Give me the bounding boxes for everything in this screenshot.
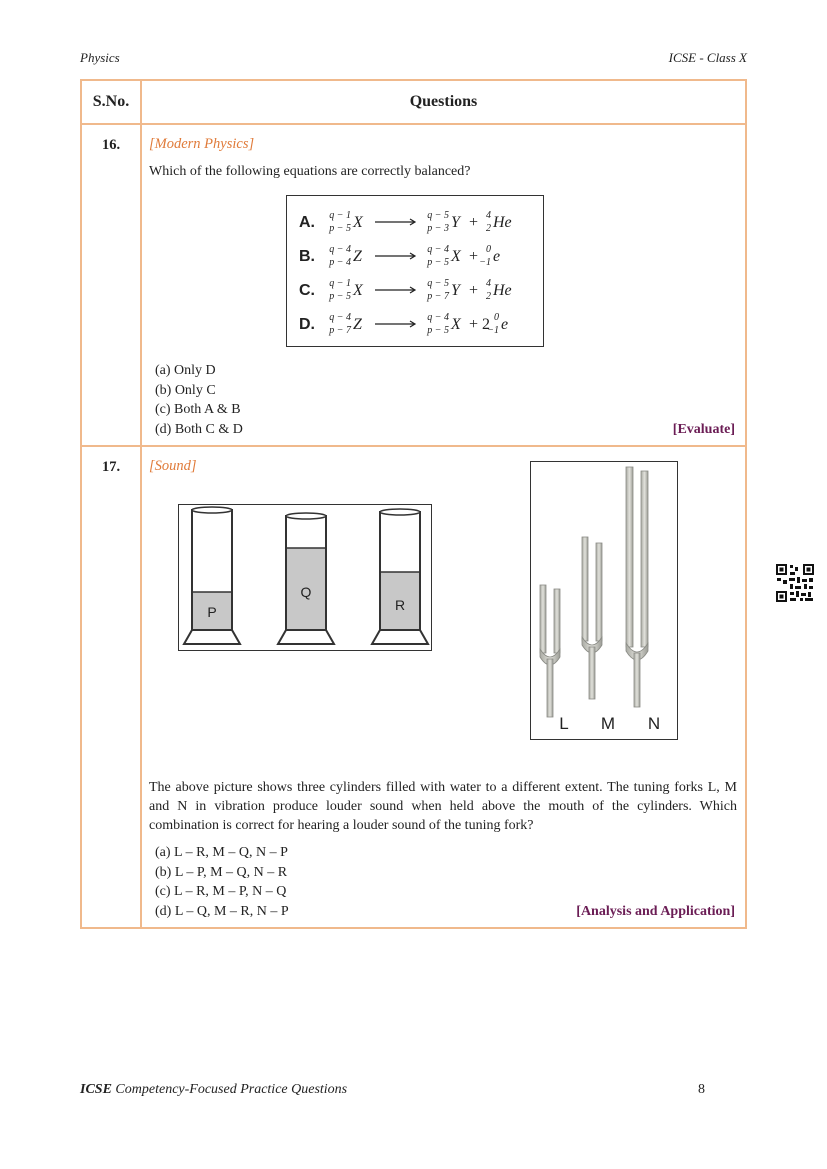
equation-subscript: 2 bbox=[486, 291, 491, 302]
equation-symbol: X bbox=[353, 282, 363, 299]
equations-figure bbox=[286, 195, 544, 347]
equation-subscript: p − 3 bbox=[427, 223, 449, 234]
reaction-arrow-icon bbox=[375, 253, 415, 259]
footer-title bbox=[80, 1082, 347, 1098]
reaction-arrow-icon bbox=[375, 321, 415, 327]
equation-symbol: X bbox=[451, 316, 461, 333]
option-a: (a) L – R, M – Q, N – P bbox=[155, 845, 288, 860]
reaction-arrow-icon bbox=[375, 287, 415, 293]
equation-subscript: p − 5 bbox=[427, 257, 449, 268]
option-a: (a) Only D bbox=[155, 363, 216, 378]
equation-plus: + bbox=[469, 282, 479, 299]
footer-subtitle: Competency-Focused Practice Questions bbox=[111, 1082, 348, 1097]
options-list bbox=[149, 843, 737, 921]
questions-header: Questions bbox=[141, 80, 746, 124]
question-number: 16. bbox=[81, 124, 141, 446]
fork-label-l: L bbox=[559, 714, 569, 733]
reaction-arrow-icon bbox=[375, 219, 415, 225]
equation-subscript: p − 5 bbox=[427, 325, 449, 336]
fork-label-m: M bbox=[600, 714, 616, 733]
footer-brand: ICSE bbox=[80, 1082, 112, 1097]
option-c: (c) L – R, M – P, N – Q bbox=[155, 884, 287, 899]
questions-table bbox=[80, 79, 747, 929]
equation-symbol: X bbox=[451, 248, 461, 265]
option-d: (d) Both C & D bbox=[155, 421, 243, 437]
option-b: (b) L – P, M – Q, N – R bbox=[155, 864, 288, 880]
equation-label: C. bbox=[299, 282, 315, 299]
option-d: (d) L – Q, M – R, N – P bbox=[155, 903, 289, 919]
equation-subscript: −1 bbox=[487, 325, 499, 336]
equation-superscript: q − 4 bbox=[427, 312, 449, 323]
equation-subscript: p − 5 bbox=[329, 223, 351, 234]
equation-superscript: q − 1 bbox=[329, 210, 351, 221]
question-topic: [Modern Physics] bbox=[149, 136, 255, 152]
equation-symbol: Z bbox=[353, 316, 362, 333]
equation-superscript: q − 5 bbox=[427, 210, 449, 221]
options-list bbox=[149, 361, 737, 439]
equation-symbol: e bbox=[501, 316, 509, 333]
equation-subscript: p − 7 bbox=[329, 325, 351, 336]
skill-tag: [Analysis and Application] bbox=[576, 904, 735, 919]
cylinder-label-q: Q bbox=[300, 584, 312, 600]
equation-plus: + bbox=[469, 248, 479, 265]
option-c: (c) Both A & B bbox=[155, 402, 241, 417]
equation-label: B. bbox=[299, 248, 315, 265]
question-row-17 bbox=[81, 446, 746, 928]
qr-code-icon[interactable] bbox=[776, 564, 814, 602]
equations-svg bbox=[287, 196, 543, 346]
equation-subscript: 2 bbox=[486, 223, 491, 234]
equation-symbol: Z bbox=[353, 248, 362, 265]
equation-superscript: 0 bbox=[494, 312, 499, 323]
equation-symbol: e bbox=[493, 248, 501, 265]
equation-symbol: Y bbox=[451, 282, 460, 299]
equation-symbol: Y bbox=[451, 214, 460, 231]
cylinder-label-p: P bbox=[207, 604, 217, 620]
equation-superscript: 0 bbox=[486, 244, 491, 255]
table-header-row bbox=[81, 80, 746, 124]
question-text: The above picture shows three cylinders filled with water to a different extent. The tuning forks L, M and N in vibration produce louder sound when held above the mouth of the cylinders. Which combination is correct for hearing a louder sound of the tuning fork? bbox=[149, 780, 737, 833]
header-subject: Physics bbox=[80, 50, 120, 65]
cylinders-figure bbox=[178, 504, 432, 651]
question-body bbox=[141, 124, 746, 446]
equation-superscript: 4 bbox=[486, 278, 491, 289]
equation-label: A. bbox=[299, 214, 315, 231]
equation-subscript: p − 5 bbox=[329, 291, 351, 302]
tuning-forks-figure bbox=[530, 461, 678, 740]
page-number: 8 bbox=[698, 1082, 705, 1097]
equation-superscript: 4 bbox=[486, 210, 491, 221]
header-class: ICSE - Class X bbox=[668, 50, 747, 65]
cylinder-label-r: R bbox=[394, 597, 406, 613]
equation-plus: + 2 bbox=[469, 316, 491, 333]
equation-subscript: p − 4 bbox=[329, 257, 351, 268]
equation-superscript: q − 5 bbox=[427, 278, 449, 289]
question-row-16 bbox=[81, 124, 746, 446]
equation-label: D. bbox=[299, 316, 315, 333]
equation-superscript: q − 4 bbox=[427, 244, 449, 255]
equation-symbol: He bbox=[493, 282, 512, 299]
equation-plus: + bbox=[469, 214, 479, 231]
sno-header: S.No. bbox=[81, 80, 141, 124]
question-number: 17. bbox=[81, 446, 141, 928]
equation-subscript: p − 7 bbox=[427, 291, 449, 302]
question-body bbox=[141, 446, 746, 928]
equation-superscript: q − 1 bbox=[329, 278, 351, 289]
equation-superscript: q − 4 bbox=[329, 312, 351, 323]
equation-symbol: He bbox=[493, 214, 512, 231]
question-topic: [Sound] bbox=[149, 458, 197, 474]
equation-superscript: q − 4 bbox=[329, 244, 351, 255]
equation-subscript: −1 bbox=[479, 257, 491, 268]
question-text: Which of the following equations are correctly balanced? bbox=[149, 164, 471, 179]
skill-tag: [Evaluate] bbox=[672, 422, 735, 437]
equation-symbol: X bbox=[353, 214, 363, 231]
option-b: (b) Only C bbox=[155, 382, 216, 398]
fork-label-n: N bbox=[647, 714, 661, 733]
